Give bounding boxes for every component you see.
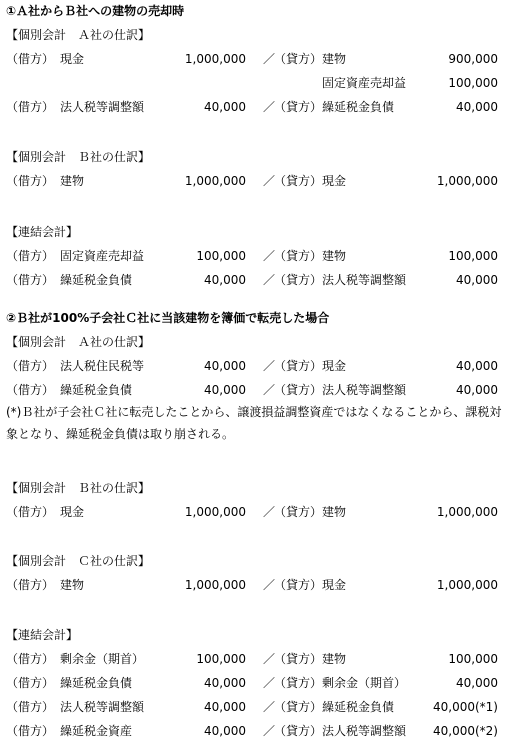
credit-account: 現金 — [322, 578, 347, 593]
debit-account: 建物 — [60, 174, 85, 189]
entry-separator: ／ — [263, 272, 276, 287]
credit-account: 建物 — [322, 651, 347, 666]
debit-amount: 1,000,000 — [184, 174, 246, 189]
debit-label: （借方） — [6, 578, 55, 593]
journal-row — [6, 72, 510, 94]
block-header-text: 【個別会計 Ｃ社の仕訳】 — [6, 554, 151, 569]
credit-amount: 40,000 — [456, 100, 498, 114]
block-header — [6, 331, 510, 353]
section-title-text: ①Ａ社からＢ社への建物の売却時 — [6, 4, 185, 18]
debit-amount: 100,000 — [196, 651, 246, 666]
block-header — [6, 146, 510, 168]
credit-amount: 40,000 — [456, 383, 498, 398]
credit-amount: 40,000(*1) — [433, 699, 498, 714]
debit-account: 法人税等調整額 — [60, 699, 145, 714]
section-title — [6, 0, 510, 22]
debit-account: 剰余金（期首） — [60, 651, 145, 666]
journal-row — [6, 96, 510, 118]
debit-label: （借方） — [6, 272, 55, 287]
debit-label: （借方） — [6, 505, 55, 520]
credit-account: 現金 — [322, 359, 347, 374]
block-header-text: 【連結会計】 — [6, 627, 79, 642]
debit-label: （借方） — [6, 52, 55, 66]
block-header-text: 【個別会計 Ｂ社の仕訳】 — [6, 150, 151, 165]
credit-label: （貸方） — [274, 675, 323, 690]
entry-separator: ／ — [263, 248, 276, 263]
credit-account: 法人税等調整額 — [322, 723, 407, 738]
credit-label: （貸方） — [274, 383, 323, 398]
journal-row — [6, 501, 510, 523]
debit-amount: 40,000 — [204, 699, 246, 714]
debit-label: （借方） — [6, 723, 55, 738]
debit-label: （借方） — [6, 359, 55, 374]
block-header-text: 【個別会計 Ｂ社の仕訳】 — [6, 481, 151, 496]
debit-label: （借方） — [6, 100, 55, 114]
footnote: (*)Ｂ社が子会社Ｃ社に転売したことから、譲渡損益調整資産ではなくなることから、課税対象となり、繰延税金負債は取り崩される。 — [6, 405, 502, 442]
block-header-text: 【個別会計 Ａ社の仕訳】 — [6, 335, 151, 350]
debit-label: （借方） — [6, 248, 55, 263]
journal-row — [6, 648, 510, 670]
block-header-text: 【個別会計 Ａ社の仕訳】 — [6, 28, 151, 42]
block-header — [6, 24, 510, 46]
entry-separator: ／ — [263, 578, 276, 593]
credit-amount: 900,000 — [448, 52, 498, 66]
debit-amount: 1,000,000 — [184, 52, 246, 66]
credit-label: （貸方） — [274, 248, 323, 263]
debit-amount: 40,000 — [204, 723, 246, 738]
credit-account: 建物 — [322, 248, 347, 263]
debit-account: 繰延税金負債 — [60, 675, 133, 690]
debit-amount: 40,000 — [204, 359, 246, 374]
debit-label: （借方） — [6, 651, 55, 666]
journal-row — [6, 170, 510, 192]
journal-row — [6, 672, 510, 694]
credit-account: 固定資産売却益 — [322, 76, 407, 90]
debit-amount: 40,000 — [204, 100, 246, 114]
debit-account: 現金 — [60, 52, 85, 66]
credit-amount: 100,000 — [448, 76, 498, 90]
credit-amount: 100,000 — [448, 248, 498, 263]
journal-row — [6, 269, 510, 291]
credit-label: （貸方） — [274, 723, 323, 738]
journal-row — [6, 720, 510, 742]
debit-amount: 40,000 — [204, 383, 246, 398]
credit-amount: 40,000(*2) — [433, 723, 498, 738]
block-header-text: 【連結会計】 — [6, 224, 79, 239]
debit-account: 建物 — [60, 578, 85, 593]
credit-label: （貸方） — [274, 699, 323, 714]
entry-separator: ／ — [263, 723, 276, 738]
credit-account: 建物 — [322, 505, 347, 520]
credit-account: 法人税等調整額 — [322, 272, 407, 287]
block-header — [6, 221, 510, 243]
debit-label: （借方） — [6, 383, 55, 398]
credit-label: （貸方） — [274, 359, 323, 374]
entry-separator: ／ — [263, 174, 276, 189]
journal-row — [6, 574, 510, 596]
debit-amount: 40,000 — [204, 675, 246, 690]
credit-amount: 40,000 — [456, 359, 498, 374]
entry-separator: ／ — [263, 359, 276, 374]
entry-separator: ／ — [263, 100, 276, 114]
credit-account: 建物 — [322, 52, 347, 66]
credit-label: （貸方） — [274, 100, 323, 114]
debit-account: 繰延税金負債 — [60, 383, 133, 398]
credit-amount: 100,000 — [448, 651, 498, 666]
debit-amount: 100,000 — [196, 248, 246, 263]
credit-label: （貸方） — [274, 174, 323, 189]
section-title — [6, 307, 510, 329]
credit-label: （貸方） — [274, 52, 323, 66]
credit-account: 繰延税金負債 — [322, 699, 395, 714]
debit-amount: 1,000,000 — [184, 505, 246, 520]
credit-account: 剰余金（期首） — [322, 675, 407, 690]
credit-amount: 1,000,000 — [436, 578, 498, 593]
credit-amount: 40,000 — [456, 675, 498, 690]
debit-account: 繰延税金資産 — [60, 723, 133, 738]
block-header — [6, 477, 510, 499]
journal-row — [6, 355, 510, 377]
entry-separator: ／ — [263, 52, 276, 66]
debit-amount: 40,000 — [204, 272, 246, 287]
credit-account: 法人税等調整額 — [322, 383, 407, 398]
credit-label: （貸方） — [274, 578, 323, 593]
block-header — [6, 550, 510, 572]
credit-label: （貸方） — [274, 651, 323, 666]
entry-separator: ／ — [263, 505, 276, 520]
journal-row — [6, 245, 510, 267]
credit-amount: 40,000 — [456, 272, 498, 287]
entry-separator: ／ — [263, 675, 276, 690]
debit-label: （借方） — [6, 699, 55, 714]
entry-separator: ／ — [263, 699, 276, 714]
credit-account: 現金 — [322, 174, 347, 189]
debit-account: 法人税等調整額 — [60, 100, 145, 114]
credit-account: 繰延税金負債 — [322, 100, 395, 114]
credit-amount: 1,000,000 — [436, 505, 498, 520]
credit-label: （貸方） — [274, 272, 323, 287]
block-header — [6, 624, 510, 646]
debit-account: 法人税住民税等 — [60, 359, 145, 374]
entry-separator: ／ — [263, 651, 276, 666]
credit-label: （貸方） — [274, 505, 323, 520]
debit-account: 繰延税金負債 — [60, 272, 133, 287]
debit-amount: 1,000,000 — [184, 578, 246, 593]
credit-amount: 1,000,000 — [436, 174, 498, 189]
debit-account: 固定資産売却益 — [60, 248, 145, 263]
debit-label: （借方） — [6, 675, 55, 690]
journal-row — [6, 379, 510, 401]
journal-row — [6, 696, 510, 718]
debit-account: 現金 — [60, 505, 85, 520]
section-title-text: ②Ｂ社が100%子会社Ｃ社に当該建物を簿価で転売した場合 — [6, 311, 330, 326]
entry-separator: ／ — [263, 383, 276, 398]
debit-label: （借方） — [6, 174, 55, 189]
journal-row — [6, 48, 510, 70]
